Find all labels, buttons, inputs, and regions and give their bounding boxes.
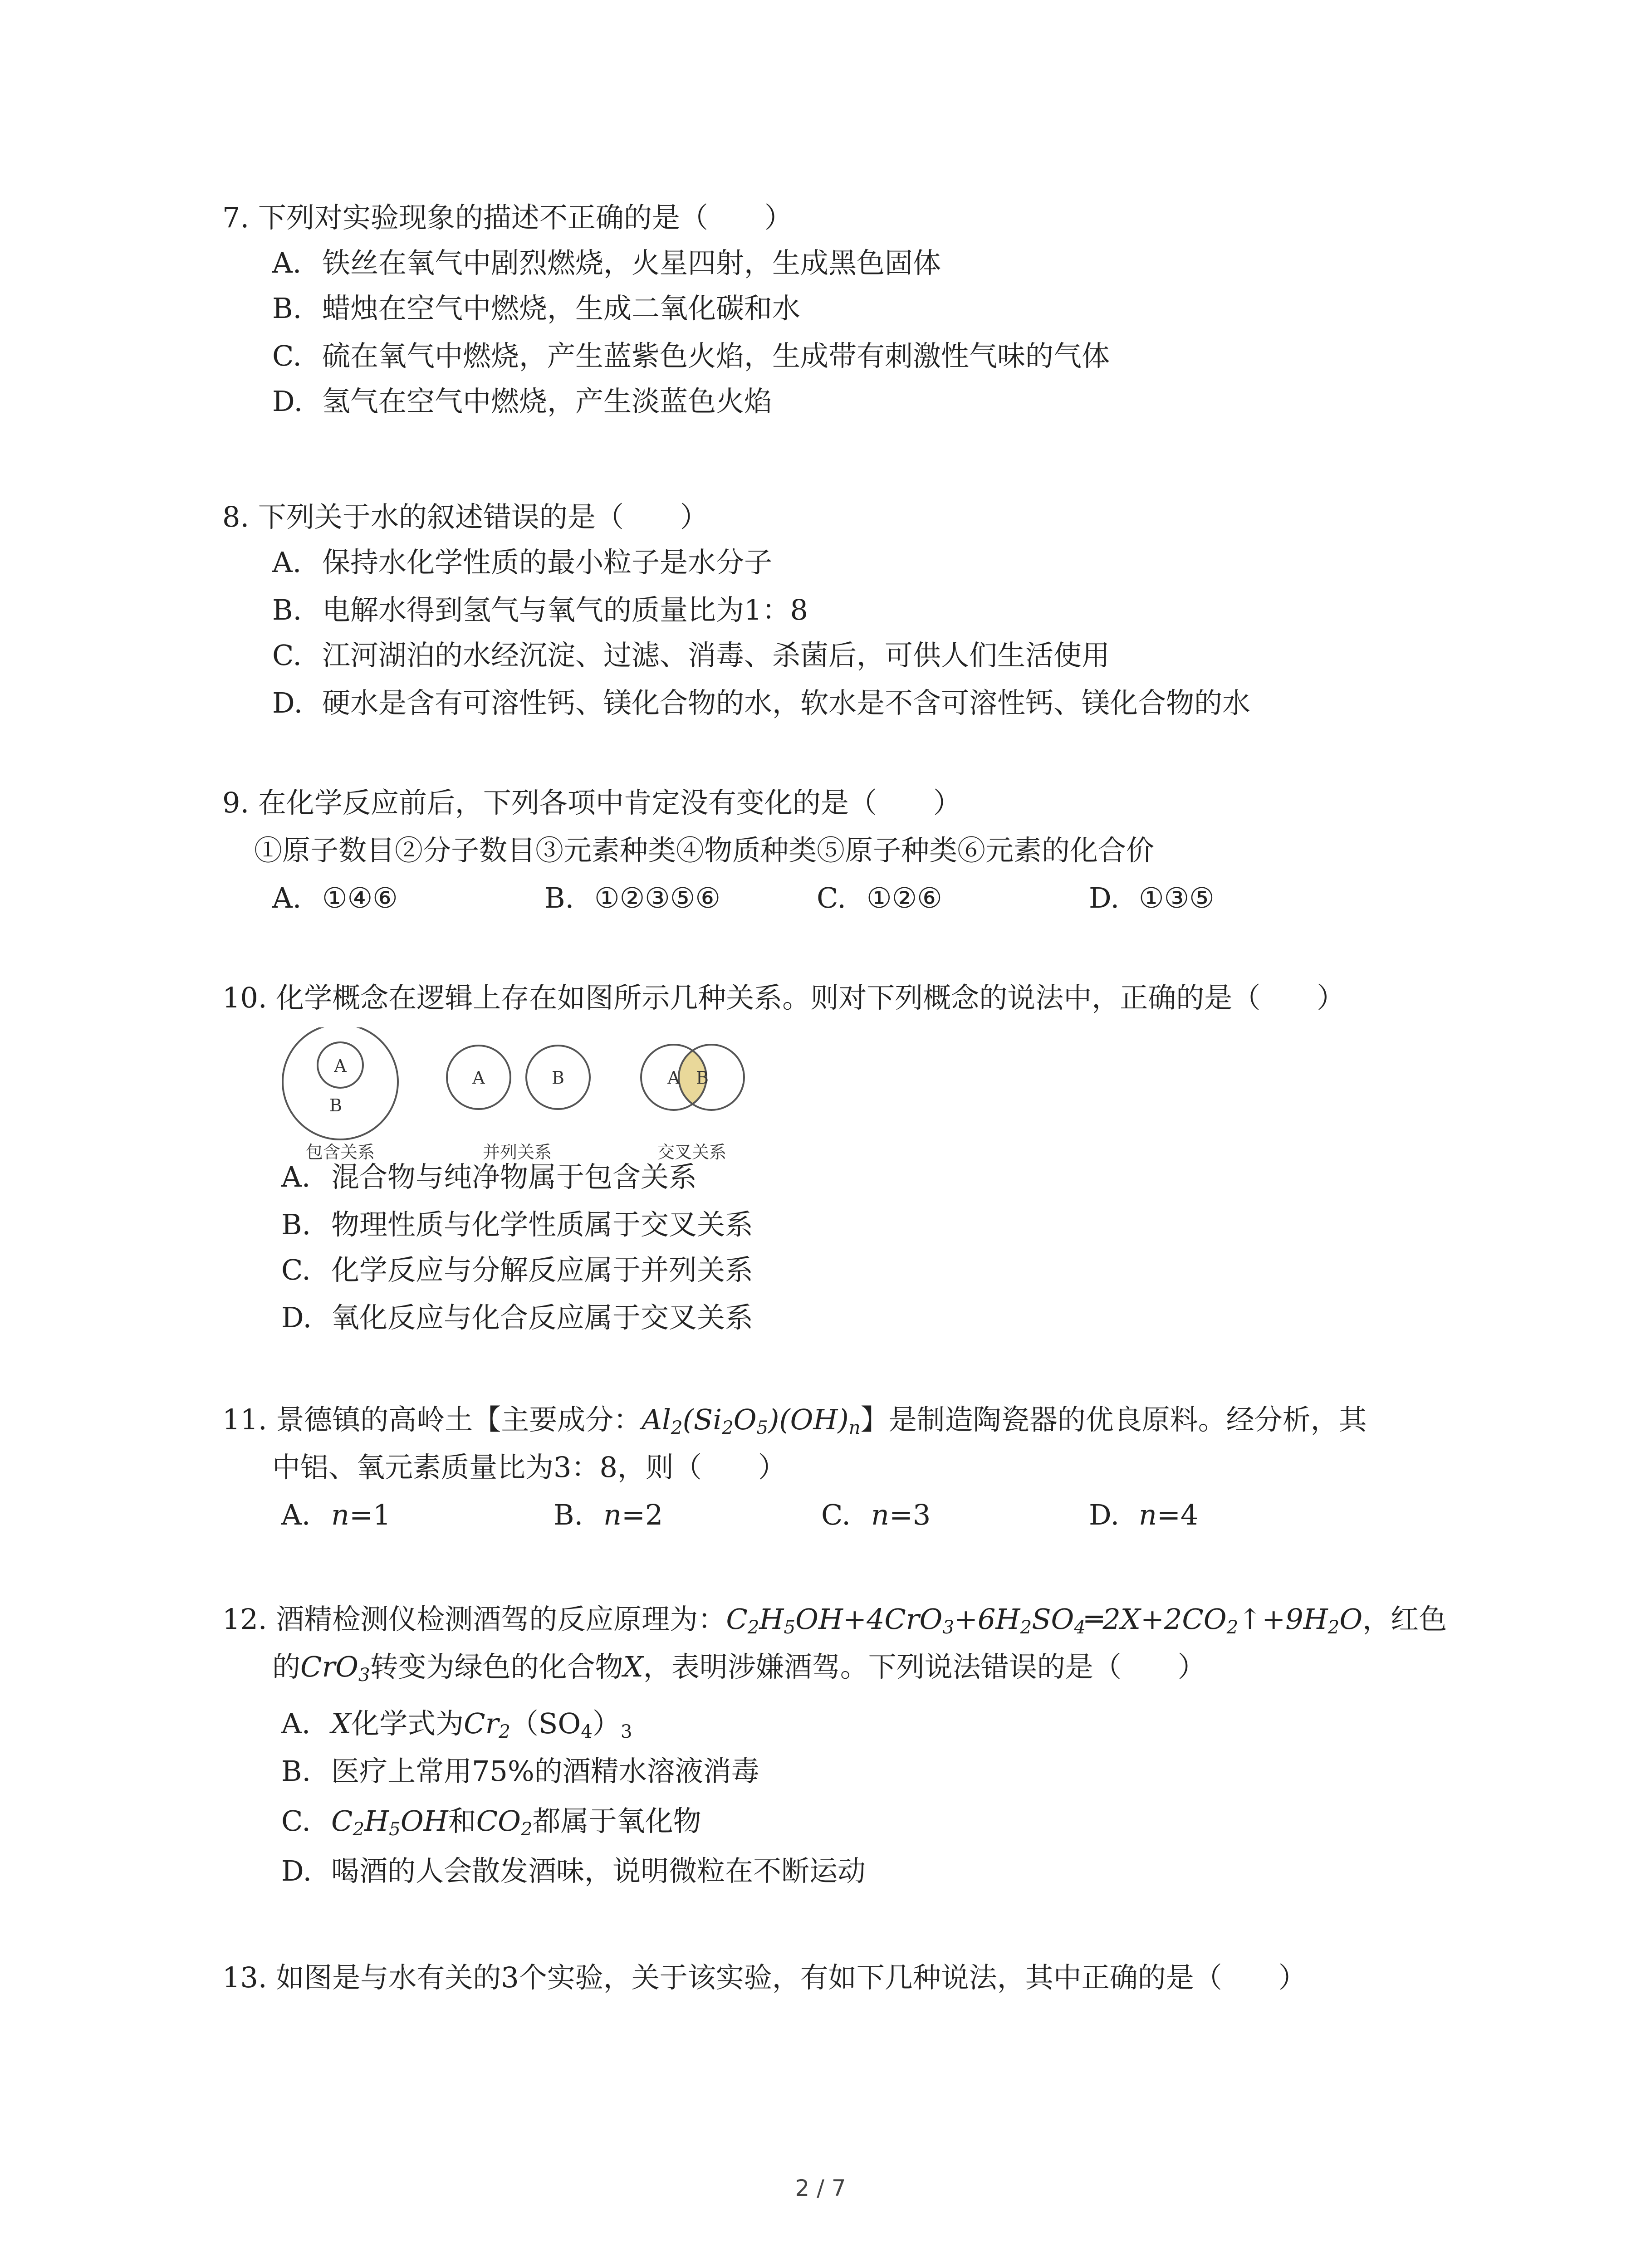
caption-parallel: 并列关系 [482, 1142, 552, 1162]
q8-option-a: A. 保持水化学性质的最小粒子是水分子 [272, 546, 773, 579]
relationship-diagram [272, 1027, 798, 1163]
circle-label-a: A [334, 1056, 347, 1076]
circle-label-b: B [696, 1068, 709, 1088]
q9-stem: 9. 在化学反应前后，下列各项中肯定没有变化的是（ ） [222, 786, 961, 819]
q9-option-d: D. ①③⑤ [1089, 881, 1215, 914]
q9-option-c: C. ①②⑥ [817, 881, 942, 914]
q11-option-b: B. n=2 [554, 1498, 663, 1531]
q8-stem: 8. 下列关于水的叙述错误的是（ ） [222, 500, 708, 533]
q12-option-b: B. 医疗上常用75%的酒精水溶液消毒 [281, 1755, 759, 1788]
q10-option-d: D. 氧化反应与化合反应属于交叉关系 [281, 1301, 754, 1334]
q10-option-a: A. 混合物与纯净物属于包含关系 [281, 1160, 697, 1193]
kaolin-formula: $Al_2(Si_2O_5)(OH)_n$ [642, 1403, 861, 1439]
q12-option-a: A. X化学式为$Cr_2(SO_4)_3$ [281, 1707, 632, 1743]
q7-option-a: A. 铁丝在氧气中剧烈燃烧，火星四射，生成黑色固体 [272, 246, 941, 279]
q12-stem-line2: 的CrO$_3$转变为绿色的化合物X，表明涉嫌酒驾。下列说法错误的是（ ） [272, 1650, 1206, 1686]
q8-option-d: D. 硬水是含有可溶性钙、镁化合物的水，软水是不含可溶性钙、镁化合物的水 [272, 686, 1251, 719]
q10-option-c: C. 化学反应与分解反应属于并列关系 [281, 1253, 754, 1286]
q11-option-a: A. n=1 [281, 1498, 391, 1531]
q11-option-c: C. n=3 [821, 1498, 931, 1531]
outer-circle-b [283, 1027, 398, 1139]
q8-option-b: B. 电解水得到氢气与氧气的质量比为1：8 [272, 593, 808, 626]
q12-option-d: D. 喝酒的人会散发酒味，说明微粒在不断运动 [281, 1854, 866, 1887]
q10-stem: 10. 化学概念在逻辑上存在如图所示几种关系。则对下列概念的说法中，正确的是（ ） [222, 981, 1345, 1014]
q12-option-c: C. $C_2H_5OH$和$CO_2$都属于氧化物 [281, 1804, 701, 1840]
q9-option-a: A. ①④⑥ [272, 881, 398, 914]
q10-option-b: B. 物理性质与化学性质属于交叉关系 [281, 1208, 754, 1241]
intersection-diagram [641, 1045, 744, 1162]
q12-stem-line1: 12. 酒精检测仪检测酒驾的反应原理为：$C_2H_5OH+4CrO_3+6H_2SO_4═2X+2CO_2↑+9H_2O$，红色 [222, 1603, 1447, 1638]
q13-stem: 13. 如图是与水有关的3个实验，关于该实验，有如下几种说法，其中正确的是（ ） [222, 1961, 1307, 1994]
caption-intersection: 交叉关系 [657, 1142, 727, 1162]
circle-label-b: B [329, 1095, 342, 1115]
q8-option-c: C. 江河湖泊的水经沉淀、过滤、消毒、杀菌后，可供人们生活使用 [272, 639, 1110, 672]
circle-label-a: A [472, 1068, 485, 1088]
reaction-equation: $C_2H_5OH+4CrO_3+6H_2SO_4═2X+2CO_2↑+9H_2O$ [726, 1603, 1363, 1638]
q7-stem: 7. 下列对实验现象的描述不正确的是（ ） [222, 201, 793, 234]
q7-option-d: D. 氢气在空气中燃烧，产生淡蓝色火焰 [272, 385, 773, 418]
q9-option-b: B. ①②③⑤⑥ [544, 881, 720, 914]
page-number: 2 / 7 [795, 2175, 846, 2201]
q11-stem-line2: 中铝、氧元素质量比为3：8，则（ ） [272, 1451, 786, 1484]
q11-option-d: D. n=4 [1089, 1498, 1199, 1531]
parallel-diagram [447, 1046, 590, 1162]
q7-option-b: B. 蜡烛在空气中燃烧，生成二氧化碳和水 [272, 292, 801, 325]
caption-containment: 包含关系 [305, 1142, 375, 1162]
circle-label-b: B [552, 1068, 564, 1088]
q9-items: ①原子数目②分子数目③元素种类④物质种类⑤原子种类⑥元素的化合价 [254, 834, 1155, 867]
circle-label-a: A [667, 1068, 680, 1088]
q11-stem-line1: 11. 景德镇的高岭土【主要成分：$Al_2(Si_2O_5)(OH)_n$】是制造陶瓷器的优良原料。经分析，其 [222, 1403, 1367, 1439]
q7-option-c: C. 硫在氧气中燃烧，产生蓝紫色火焰，生成带有刺激性气味的气体 [272, 339, 1110, 372]
containment-diagram [283, 1027, 398, 1162]
